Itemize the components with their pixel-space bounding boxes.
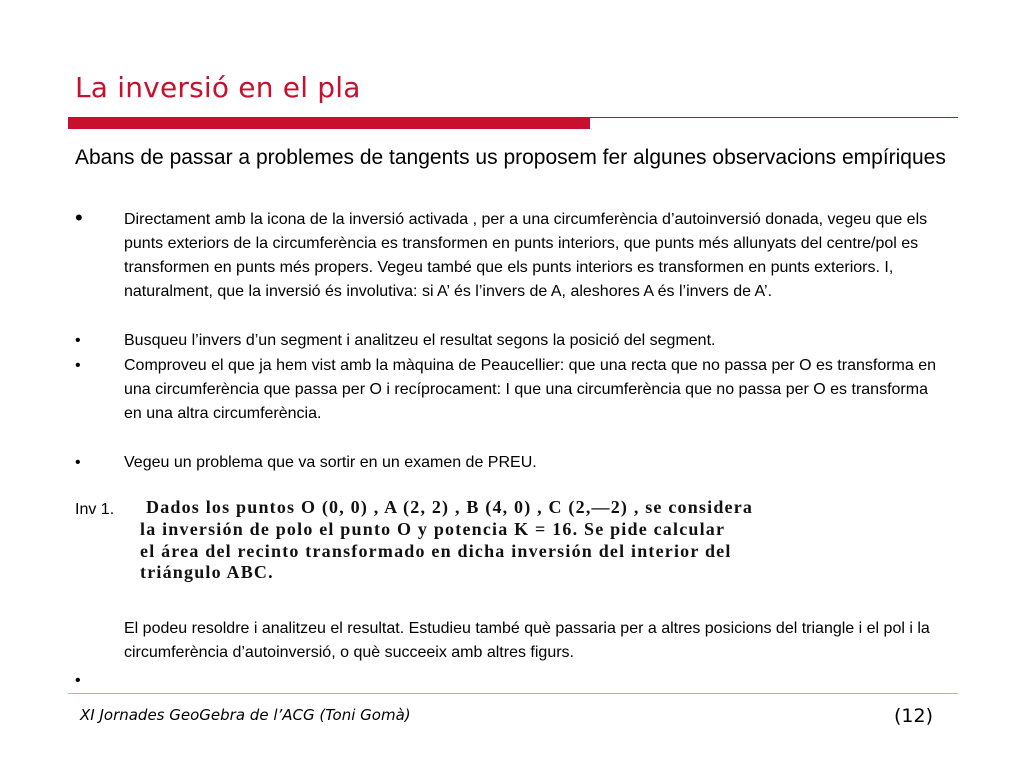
page-number: (12) <box>894 705 934 727</box>
bullet-item-inversion-icon <box>75 205 945 304</box>
problem-scan-line: triángulo ABC. <box>140 562 274 582</box>
bullet-text: Vegeu un problema que va sortir en un examen de PREU. <box>124 454 537 471</box>
footer-divider <box>68 693 958 694</box>
resolve-paragraph: El podeu resoldre i analitzeu el resultat. Estudieu també què passaria per a altres posicions del triangle i el pol i la circumferència d’autoinversió, o què succeeix amb altres figurs. <box>124 620 930 661</box>
problem-scan-image <box>140 495 850 585</box>
bullet-icon: • <box>75 205 83 230</box>
problem-scan-line: Dados los puntos O (0, 0) , A (2, 2) , B (4, 0) , C (2,—2) , se considera <box>146 497 754 517</box>
problem-scan-line: el área del recinto transformado en dicha inversión del interior del <box>140 541 732 561</box>
problem-label: Inv 1. <box>75 501 115 518</box>
bullet-text: Busqueu l’invers d’un segment i analitzeu el resultat segons la posició del segment. <box>124 332 716 349</box>
intro-paragraph: Abans de passar a problemes de tangents us proposem fer algunes observacions empíriques <box>75 146 946 169</box>
slide-title: La inversió en el pla <box>75 71 361 104</box>
bullet-icon: • <box>75 454 81 471</box>
bullet-icon: • <box>75 332 81 349</box>
problem-scan-line: la inversión de polo el punto O y potencia K = 16. Se pide calcular <box>140 519 726 539</box>
bullet-item-segment <box>75 329 945 353</box>
bullet-text: Comproveu el que ja hem vist amb la màquina de Peaucellier: que una recta que no passa per O es transforma en una circumferència que passa per O i recíprocament: I que una circumferència que no passa per O es transforma en una altra circumferència. <box>124 357 937 422</box>
empty-bullet-icon: • <box>75 672 81 689</box>
bullet-icon: • <box>75 357 81 374</box>
bullet-item-peaucellier <box>75 354 945 426</box>
bullet-text: Directament amb la icona de la inversió activada , per a una circumferència d’autoinversió donada, vegeu que els punts exteriors de la circumferència es transformen en punts interiors, que punts més allunyats del centre/pol es transformen en punts més propers. Vegeu també que els punts interiors es transformen en punts exteriors. I, naturalment, que la inversió és involutiva: si A’ és l’invers de A, aleshores A és l’invers de A’. <box>124 211 928 300</box>
title-underline-thick <box>68 117 590 129</box>
footer-credit: XI Jornades GeoGebra de l’ACG (Toni Gomà) <box>80 706 411 724</box>
bullet-item-preu-exam <box>75 451 945 475</box>
